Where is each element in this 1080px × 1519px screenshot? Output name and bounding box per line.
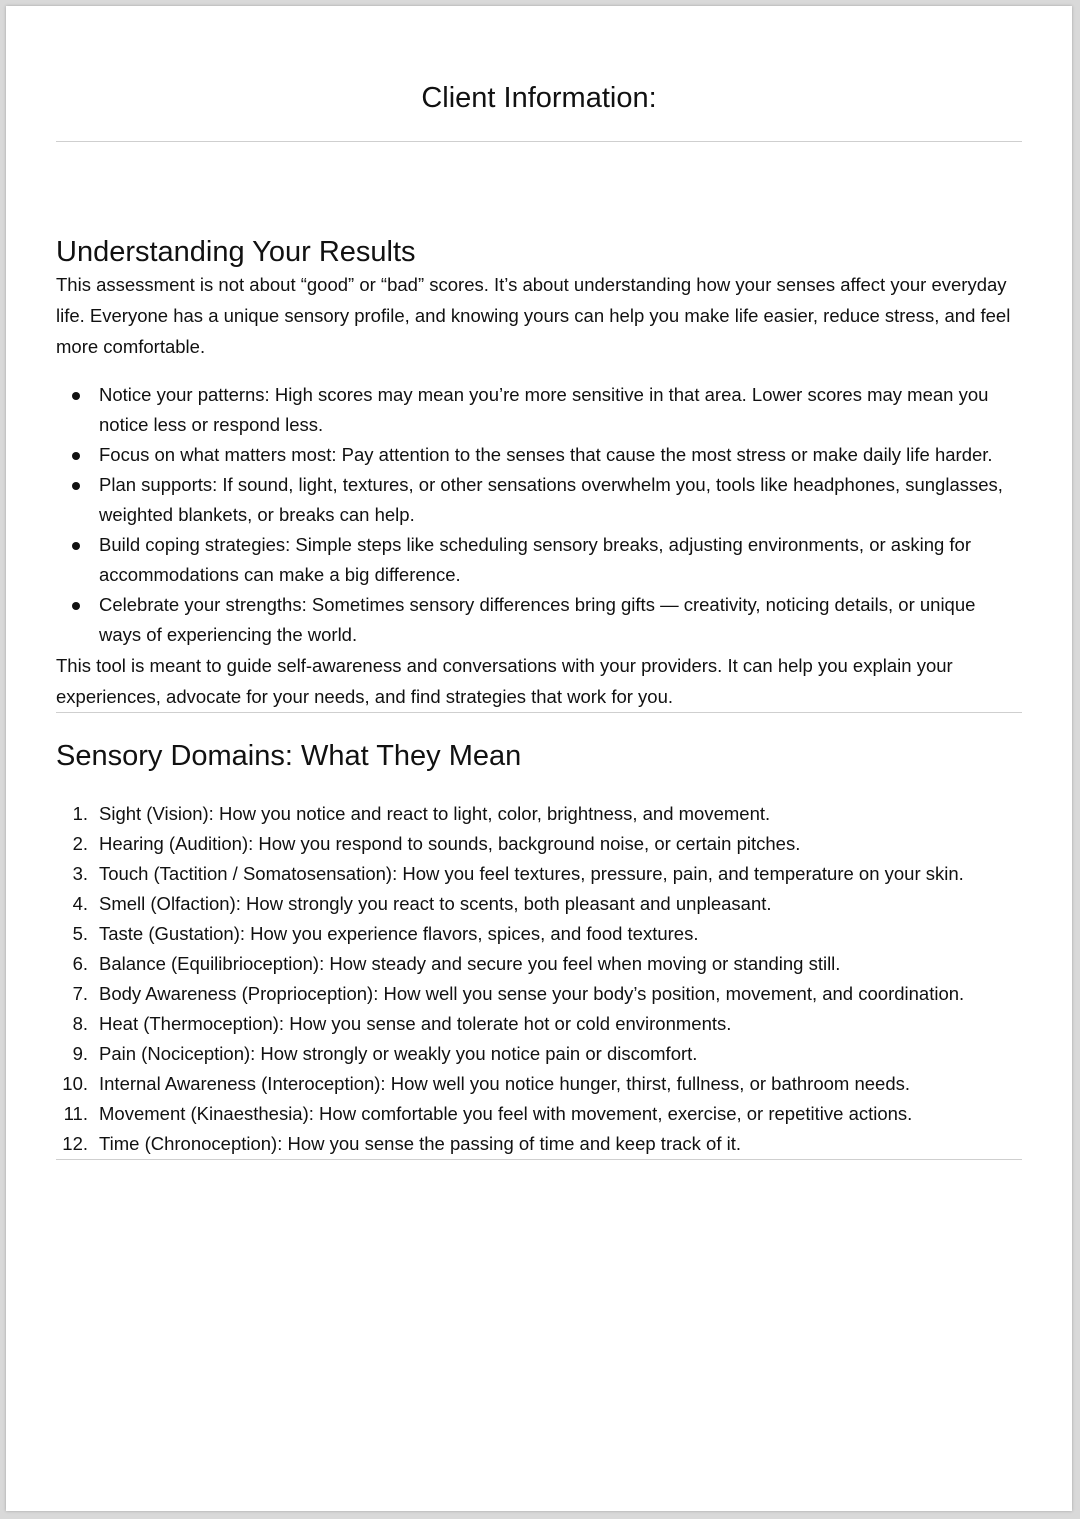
domain-item: 12. Time (Chronoception): How you sense the passing of time and keep track of it. (62, 1133, 741, 1154)
bullet-dot-icon (72, 482, 80, 490)
results-bullet-list (56, 380, 1022, 650)
section-heading-domains: Sensory Domains: What They Mean (56, 740, 522, 772)
results-outro-paragraph: This tool is meant to guide self-awareness and conversations with your providers. It can help you explain your experiences, advocate for your needs, and find strategies that work for you. (56, 655, 953, 707)
domain-item: 10. Internal Awareness (Interoception): How well you notice hunger, thirst, fullness, or bathroom needs. (62, 1073, 911, 1094)
domain-item: 5. Taste (Gustation): How you experience flavors, spices, and food textures. (72, 923, 699, 944)
domain-item: 1. Sight (Vision): How you notice and react to light, color, brightness, and movement. (72, 803, 771, 824)
document-page (6, 6, 1072, 1511)
domain-item: 6. Balance (Equilibrioception): How steady and secure you feel when moving or standing still. (72, 953, 841, 974)
results-intro-paragraph: This assessment is not about “good” or “bad” scores. It’s about understanding how your senses affect your everyday life. Everyone has a unique sensory profile, and knowing yours can help you make life easier, reduce stress, and feel more comfortable. (56, 274, 1011, 357)
bullet-item: Celebrate your strengths: Sometimes sensory differences bring gifts — creativity, noticing details, or unique ways of experiencing the world. (56, 590, 1022, 650)
domain-item: 7. Body Awareness (Proprioception): How well you sense your body’s position, movement, and coordination. (72, 983, 965, 1004)
bullet-dot-icon (72, 542, 80, 550)
domain-item: 8. Heat (Thermoception): How you sense and tolerate hot or cold environments. (72, 1013, 732, 1034)
domain-item: 9. Pain (Nociception): How strongly or weakly you notice pain or discomfort. (72, 1043, 698, 1064)
bottom-divider (56, 1159, 1022, 1160)
domain-item: 11. Movement (Kinaesthesia): How comfortable you feel with movement, exercise, or repetitive actions. (63, 1103, 913, 1124)
bullet-dot-icon (72, 602, 80, 610)
bullet-item: Plan supports: If sound, light, textures, or other sensations overwhelm you, tools like headphones, sunglasses, weighted blankets, or breaks can help. (56, 470, 1022, 530)
section-heading-results: Understanding Your Results (56, 236, 416, 268)
domains-numbered-list (56, 799, 1022, 1159)
bullet-item: Focus on what matters most: Pay attention to the senses that cause the most stress or make daily life harder. (56, 440, 1022, 470)
domain-item: 4. Smell (Olfaction): How strongly you react to scents, both pleasant and unpleasant. (72, 893, 772, 914)
bullet-item: Build coping strategies: Simple steps like scheduling sensory breaks, adjusting environments, or asking for accommodations can make a big difference. (56, 530, 1022, 590)
domain-item: 2. Hearing (Audition): How you respond to sounds, background noise, or certain pitches. (72, 833, 801, 854)
domain-item: 3. Touch (Tactition / Somatosensation): How you feel textures, pressure, pain, and temperature on your skin. (72, 863, 964, 884)
bullet-dot-icon (72, 452, 80, 460)
bullet-dot-icon (72, 392, 80, 400)
bullet-item: Notice your patterns: High scores may mean you’re more sensitive in that area. Lower scores may mean you notice less or respond less. (56, 380, 1022, 440)
document-title: Client Information: (421, 82, 657, 114)
